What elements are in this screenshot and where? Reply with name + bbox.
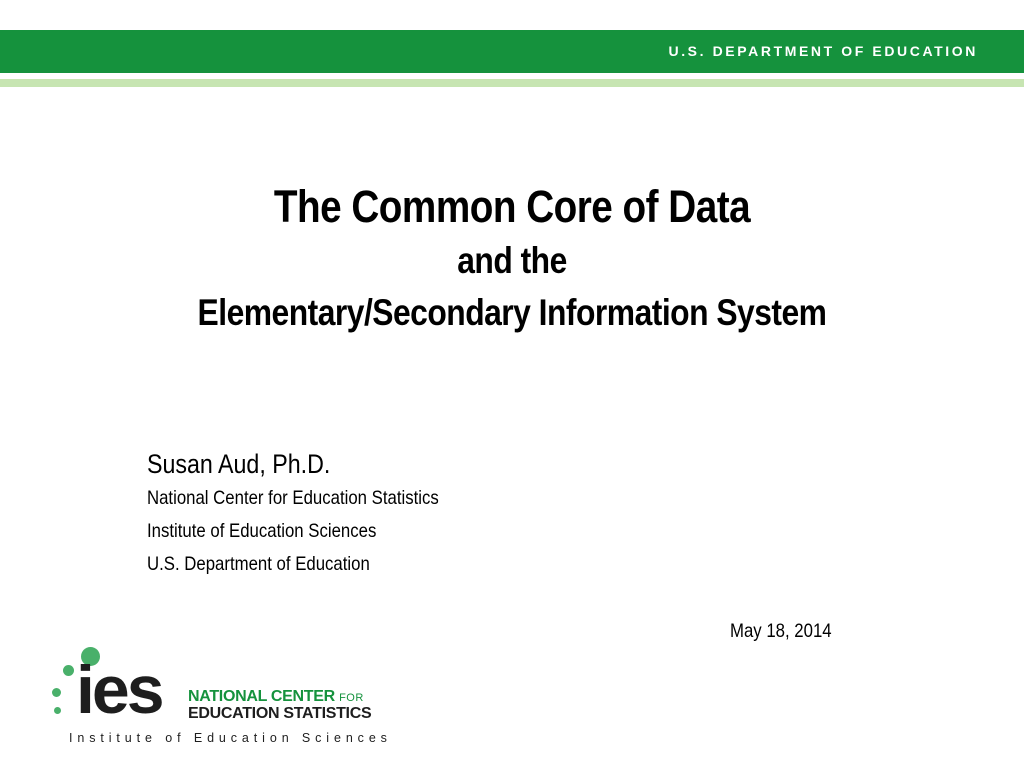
header-band — [0, 30, 1024, 73]
nces-line-1-text: NATIONAL CENTER — [188, 688, 335, 705]
header-stripe — [0, 79, 1024, 87]
nces-line-1 — [188, 688, 364, 706]
presentation-date: May 18, 2014 — [730, 620, 832, 642]
ies-logo-icon — [63, 665, 74, 676]
ies-wordmark: ies — [76, 652, 162, 728]
title-line-1: The Common Core of Data — [273, 181, 751, 232]
author-block — [147, 446, 486, 581]
title-line-2: and the — [457, 240, 567, 281]
title-line-3: Elementary/Secondary Information System — [197, 292, 827, 333]
author-affiliation: Institute of Education Sciences — [147, 520, 377, 542]
nces-for: FOR — [339, 692, 364, 704]
nces-line-2: EDUCATION STATISTICS — [188, 705, 372, 722]
author-affiliation: U.S. Department of Education — [147, 553, 370, 575]
ies-logo-icon — [52, 688, 61, 697]
ies-logo-icon — [54, 707, 61, 714]
author-name: Susan Aud, Ph.D. — [147, 449, 331, 479]
slide-title — [0, 178, 1024, 340]
ies-logo — [48, 646, 393, 750]
department-label: U.S. DEPARTMENT OF EDUCATION — [668, 43, 978, 59]
ies-full-name: Institute of Education Sciences — [69, 731, 392, 745]
author-affiliation: National Center for Education Statistics — [147, 487, 439, 509]
